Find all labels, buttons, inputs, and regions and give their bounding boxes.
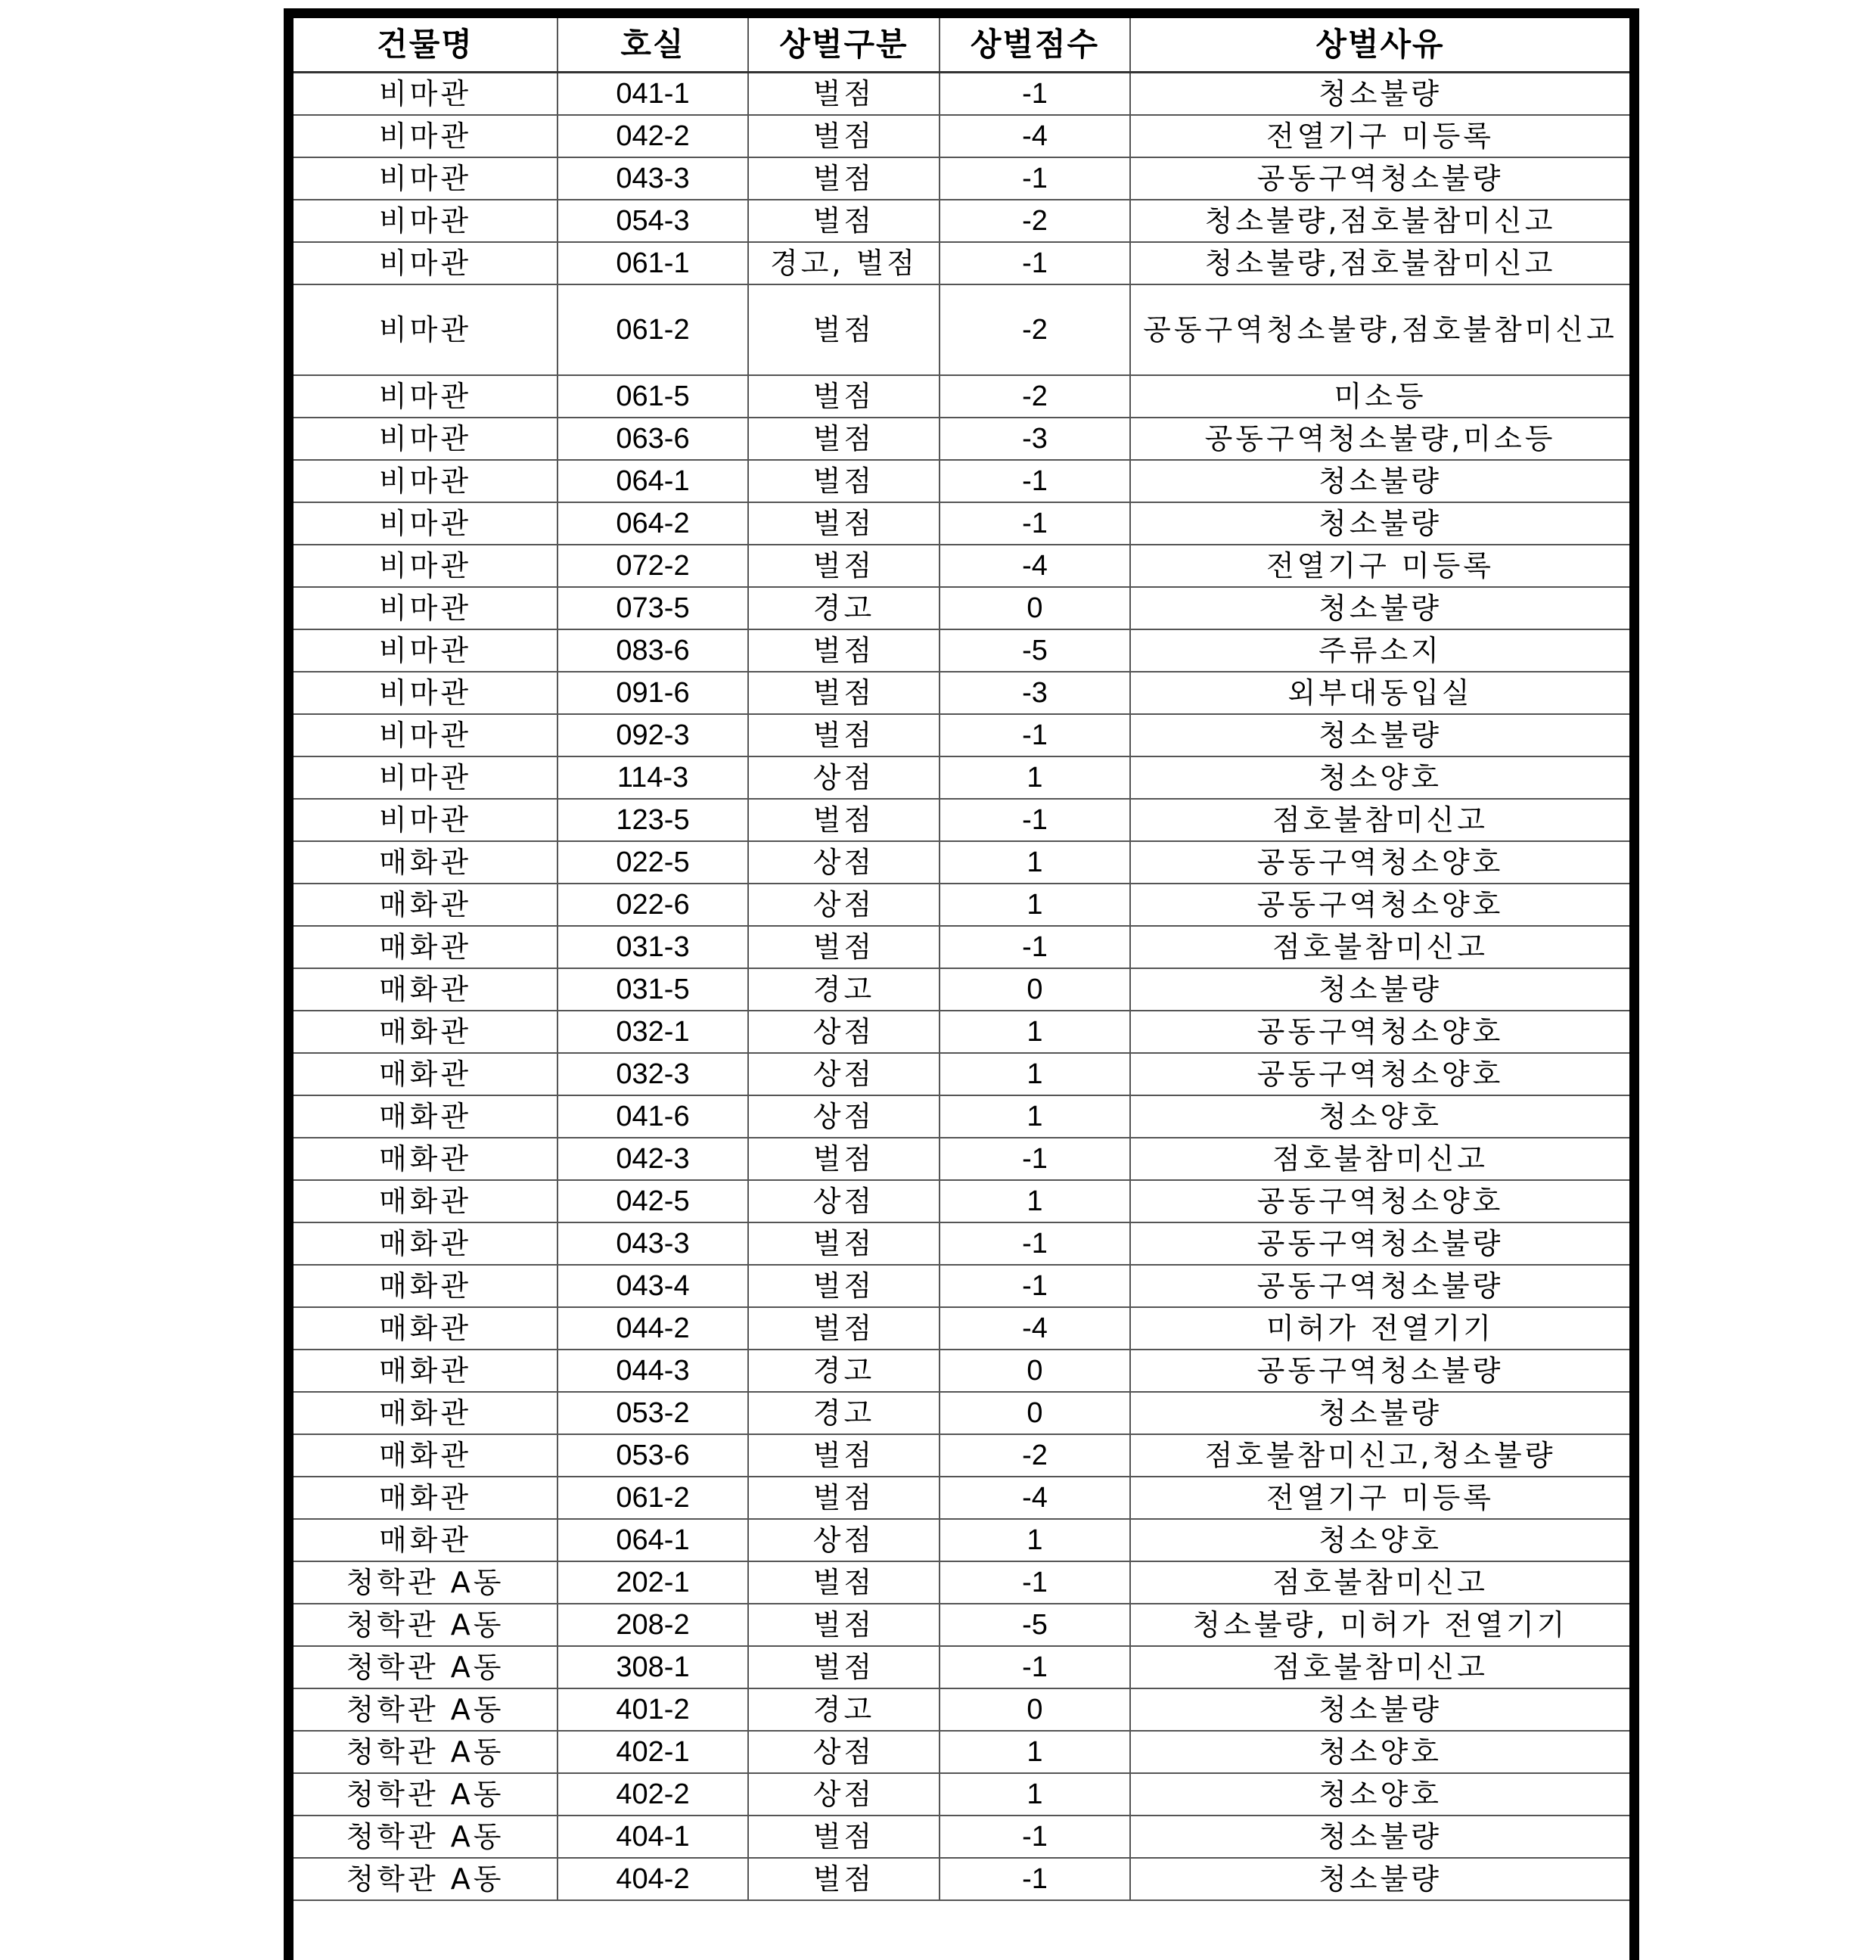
cell-room: 402-1 [558,1731,748,1773]
table-row [294,629,1629,672]
table-row [294,1307,1629,1350]
cell-reason: 공동구역청소불량,미소등 [1130,418,1629,460]
cell-reason: 청소불량 [1130,502,1629,545]
cell-reason: 점호불참미신고 [1130,799,1629,841]
cell-building: 매화관 [294,1519,558,1561]
cell-type: 상점 [748,756,940,799]
cell-score: -4 [940,115,1130,157]
table-row [294,926,1629,968]
cell-room: 114-3 [558,756,748,799]
table-row [294,1053,1629,1095]
table-row [294,1180,1629,1222]
cell-reason: 공동구역청소양호 [1130,841,1629,884]
cell-reason: 공동구역청소불량 [1130,157,1629,200]
table-row [294,1222,1629,1265]
cell-building: 매화관 [294,884,558,926]
cell-type: 상점 [748,1519,940,1561]
cell-building: 매화관 [294,1053,558,1095]
table-row [294,1392,1629,1434]
table-row [294,157,1629,200]
table-row [294,1816,1629,1858]
cell-building: 비마관 [294,672,558,714]
cell-type: 벌점 [748,799,940,841]
cell-type: 경고 [748,968,940,1011]
cell-score: 1 [940,1731,1130,1773]
table-row [294,968,1629,1011]
cell-room: 061-2 [558,284,748,375]
header-reason: 상벌사유 [1130,18,1629,73]
table-row [294,375,1629,418]
cell-room: 061-5 [558,375,748,418]
cell-score: -5 [940,629,1130,672]
cell-type: 벌점 [748,1646,940,1688]
cell-type: 벌점 [748,1434,940,1477]
table-row [294,1519,1629,1561]
cell-room: 041-1 [558,73,748,116]
cell-room: 042-2 [558,115,748,157]
cell-building: 비마관 [294,799,558,841]
cell-building: 비마관 [294,587,558,629]
cell-type: 상점 [748,1773,940,1816]
cell-building: 비마관 [294,629,558,672]
header-building: 건물명 [294,18,558,73]
cell-score: -4 [940,1307,1130,1350]
table-row [294,502,1629,545]
cell-score: 1 [940,756,1130,799]
header-room: 호실 [558,18,748,73]
cell-reason: 청소불량 [1130,1858,1629,1900]
cell-reason: 공동구역청소양호 [1130,1011,1629,1053]
cell-type: 벌점 [748,1222,940,1265]
table-row [294,799,1629,841]
table-row [294,884,1629,926]
cell-score: 1 [940,1180,1130,1222]
cell-type: 상점 [748,884,940,926]
cell-room: 044-3 [558,1350,748,1392]
table-row [294,200,1629,242]
table-row [294,1646,1629,1688]
cell-type: 벌점 [748,1604,940,1646]
cell-building: 비마관 [294,418,558,460]
cell-score: -3 [940,418,1130,460]
cell-type: 벌점 [748,1816,940,1858]
table-row [294,1688,1629,1731]
cell-room: 402-2 [558,1773,748,1816]
table-row [294,284,1629,375]
table-row [294,1434,1629,1477]
cell-score: -1 [940,502,1130,545]
cell-building: 매화관 [294,1392,558,1434]
cell-reason: 청소양호 [1130,1773,1629,1816]
cell-room: 054-3 [558,200,748,242]
cell-type: 벌점 [748,926,940,968]
cell-building: 청학관 A동 [294,1858,558,1900]
cell-reason: 청소불량 [1130,714,1629,756]
cell-reason: 청소불량 [1130,587,1629,629]
cell-building: 비마관 [294,200,558,242]
cell-score: 1 [940,1773,1130,1816]
cell-score: -1 [940,73,1130,116]
cell-score: -4 [940,1477,1130,1519]
cell-type: 벌점 [748,1307,940,1350]
cell-score: -1 [940,1816,1130,1858]
cell-reason: 청소불량 [1130,1816,1629,1858]
cell-room: 404-2 [558,1858,748,1900]
cell-score: 0 [940,1392,1130,1434]
cell-building: 청학관 A동 [294,1773,558,1816]
cell-reason: 전열기구 미등록 [1130,545,1629,587]
cell-building: 비마관 [294,115,558,157]
cell-type: 상점 [748,841,940,884]
cell-reason: 청소불량,점호불참미신고 [1130,200,1629,242]
header-row [294,18,1629,73]
cell-building: 매화관 [294,968,558,1011]
cell-type: 벌점 [748,418,940,460]
cell-reason: 점호불참미신고 [1130,1646,1629,1688]
cell-reason: 청소불량 [1130,1392,1629,1434]
cell-building: 비마관 [294,73,558,116]
cell-score: -1 [940,157,1130,200]
table-row [294,672,1629,714]
cell-score: -2 [940,200,1130,242]
cell-building: 비마관 [294,157,558,200]
cell-room: 208-2 [558,1604,748,1646]
cell-type: 벌점 [748,629,940,672]
cell-building: 청학관 A동 [294,1561,558,1604]
cell-type: 상점 [748,1011,940,1053]
cell-building: 청학관 A동 [294,1688,558,1731]
cell-reason: 미허가 전열기기 [1130,1307,1629,1350]
table-row [294,460,1629,502]
cell-room: 083-6 [558,629,748,672]
cell-building: 청학관 A동 [294,1646,558,1688]
cell-score: -2 [940,284,1130,375]
header-type: 상벌구분 [748,18,940,73]
cell-room: 091-6 [558,672,748,714]
cell-building: 매화관 [294,1350,558,1392]
cell-building: 매화관 [294,1265,558,1307]
table-row [294,714,1629,756]
cell-score: 1 [940,1519,1130,1561]
cell-building: 매화관 [294,1477,558,1519]
cell-building: 비마관 [294,375,558,418]
cell-type: 벌점 [748,1138,940,1180]
cell-building: 매화관 [294,1222,558,1265]
cell-building: 비마관 [294,756,558,799]
cell-score: -1 [940,1138,1130,1180]
cell-type: 벌점 [748,375,940,418]
cell-room: 044-2 [558,1307,748,1350]
cell-reason: 청소불량 [1130,73,1629,116]
cell-room: 073-5 [558,587,748,629]
table-row [294,1265,1629,1307]
cell-building: 매화관 [294,1180,558,1222]
table-row [294,1138,1629,1180]
table-row [294,1350,1629,1392]
cell-score: -1 [940,460,1130,502]
cell-building: 비마관 [294,714,558,756]
cell-score: 0 [940,1350,1130,1392]
cell-reason: 주류소지 [1130,629,1629,672]
cell-room: 401-2 [558,1688,748,1731]
table-row [294,115,1629,157]
table-row [294,73,1629,116]
cell-score: 1 [940,1095,1130,1138]
cell-type: 벌점 [748,672,940,714]
cell-reason: 공동구역청소불량 [1130,1265,1629,1307]
cell-building: 비마관 [294,545,558,587]
cell-room: 061-2 [558,1477,748,1519]
cell-building: 청학관 A동 [294,1604,558,1646]
cell-type: 경고 [748,587,940,629]
cell-score: 1 [940,1053,1130,1095]
cell-score: 1 [940,1011,1130,1053]
cell-room: 022-5 [558,841,748,884]
cell-reason: 청소양호 [1130,1095,1629,1138]
cell-building: 매화관 [294,841,558,884]
cell-room: 064-1 [558,1519,748,1561]
cell-type: 벌점 [748,1477,940,1519]
cell-reason: 점호불참미신고 [1130,1561,1629,1604]
cell-reason: 공동구역청소양호 [1130,1053,1629,1095]
cell-room: 061-1 [558,242,748,284]
cell-score: -2 [940,1434,1130,1477]
cell-room: 072-2 [558,545,748,587]
cell-reason: 청소양호 [1130,1731,1629,1773]
table-row [294,1011,1629,1053]
cell-reason: 점호불참미신고,청소불량 [1130,1434,1629,1477]
cell-type: 벌점 [748,157,940,200]
cell-type: 상점 [748,1731,940,1773]
cell-type: 벌점 [748,502,940,545]
cell-type: 벌점 [748,1265,940,1307]
cell-building: 비마관 [294,502,558,545]
cell-score: -3 [940,672,1130,714]
cell-type: 벌점 [748,200,940,242]
cell-building: 청학관 A동 [294,1816,558,1858]
cell-reason: 공동구역청소불량,점호불참미신고 [1130,284,1629,375]
table-row [294,587,1629,629]
table-row [294,1095,1629,1138]
cell-room: 308-1 [558,1646,748,1688]
cell-score: -2 [940,375,1130,418]
cell-reason: 청소불량 [1130,1688,1629,1731]
header-score: 상벌점수 [940,18,1130,73]
cell-room: 404-1 [558,1816,748,1858]
cell-room: 064-1 [558,460,748,502]
cell-reason: 공동구역청소양호 [1130,884,1629,926]
cell-building: 매화관 [294,1434,558,1477]
cell-type: 상점 [748,1180,940,1222]
cell-room: 032-1 [558,1011,748,1053]
cell-reason: 점호불참미신고 [1130,1138,1629,1180]
cell-building: 매화관 [294,1095,558,1138]
cell-type: 벌점 [748,545,940,587]
cell-score: 0 [940,968,1130,1011]
cell-score: -1 [940,1561,1130,1604]
cell-building: 매화관 [294,1307,558,1350]
table-row [294,1858,1629,1900]
table-row [294,1731,1629,1773]
cell-score: -5 [940,1604,1130,1646]
cell-reason: 외부대동입실 [1130,672,1629,714]
cell-reason: 청소불량 [1130,460,1629,502]
cell-building: 비마관 [294,460,558,502]
cell-reason: 공동구역청소불량 [1130,1222,1629,1265]
cell-type: 벌점 [748,714,940,756]
cell-room: 042-3 [558,1138,748,1180]
cell-type: 상점 [748,1095,940,1138]
table-row [294,841,1629,884]
cell-room: 041-6 [558,1095,748,1138]
cell-type: 벌점 [748,115,940,157]
cell-room: 202-1 [558,1561,748,1604]
cell-room: 031-3 [558,926,748,968]
cell-score: -1 [940,1646,1130,1688]
cell-type: 벌점 [748,1858,940,1900]
table-row [294,756,1629,799]
table-row [294,1561,1629,1604]
cell-score: -4 [940,545,1130,587]
cell-type: 상점 [748,1053,940,1095]
cell-building: 매화관 [294,1138,558,1180]
cell-room: 064-2 [558,502,748,545]
cell-score: 0 [940,587,1130,629]
cell-room: 031-5 [558,968,748,1011]
cell-score: -1 [940,1222,1130,1265]
cell-score: 1 [940,841,1130,884]
cell-reason: 전열기구 미등록 [1130,115,1629,157]
cell-room: 063-6 [558,418,748,460]
cell-reason: 청소양호 [1130,1519,1629,1561]
cell-type: 경고 [748,1350,940,1392]
table-row [294,1477,1629,1519]
cell-score: 1 [940,884,1130,926]
cell-reason: 공동구역청소불량 [1130,1350,1629,1392]
cell-score: -1 [940,242,1130,284]
cell-room: 123-5 [558,799,748,841]
cell-type: 경고 [748,1392,940,1434]
cell-reason: 청소불량 [1130,968,1629,1011]
cell-building: 청학관 A동 [294,1731,558,1773]
cell-score: -1 [940,1858,1130,1900]
cell-room: 043-3 [558,157,748,200]
cell-type: 벌점 [748,73,940,116]
cell-room: 032-3 [558,1053,748,1095]
cell-reason: 전열기구 미등록 [1130,1477,1629,1519]
cell-type: 벌점 [748,284,940,375]
cell-type: 경고, 벌점 [748,242,940,284]
cell-score: -1 [940,714,1130,756]
table-row [294,545,1629,587]
cell-type: 벌점 [748,460,940,502]
cell-score: -1 [940,926,1130,968]
cell-reason: 청소양호 [1130,756,1629,799]
table-row [294,1604,1629,1646]
cell-reason: 점호불참미신고 [1130,926,1629,968]
table-row [294,418,1629,460]
table-body [294,73,1629,1901]
cell-reason: 청소불량, 미허가 전열기기 [1130,1604,1629,1646]
table-row [294,1773,1629,1816]
cell-room: 053-6 [558,1434,748,1477]
cell-room: 092-3 [558,714,748,756]
dormitory-discipline-sheet [284,8,1639,1960]
cell-building: 비마관 [294,242,558,284]
table-row [294,242,1629,284]
cell-room: 042-5 [558,1180,748,1222]
cell-building: 비마관 [294,284,558,375]
cell-score: 0 [940,1688,1130,1731]
cell-reason: 공동구역청소양호 [1130,1180,1629,1222]
cell-type: 벌점 [748,1561,940,1604]
cell-room: 053-2 [558,1392,748,1434]
cell-score: -1 [940,799,1130,841]
cell-room: 043-3 [558,1222,748,1265]
cell-room: 022-6 [558,884,748,926]
cell-building: 매화관 [294,926,558,968]
cell-room: 043-4 [558,1265,748,1307]
cell-building: 매화관 [294,1011,558,1053]
discipline-table [294,18,1629,1901]
cell-reason: 미소등 [1130,375,1629,418]
cell-score: -1 [940,1265,1130,1307]
cell-type: 경고 [748,1688,940,1731]
cell-reason: 청소불량,점호불참미신고 [1130,242,1629,284]
